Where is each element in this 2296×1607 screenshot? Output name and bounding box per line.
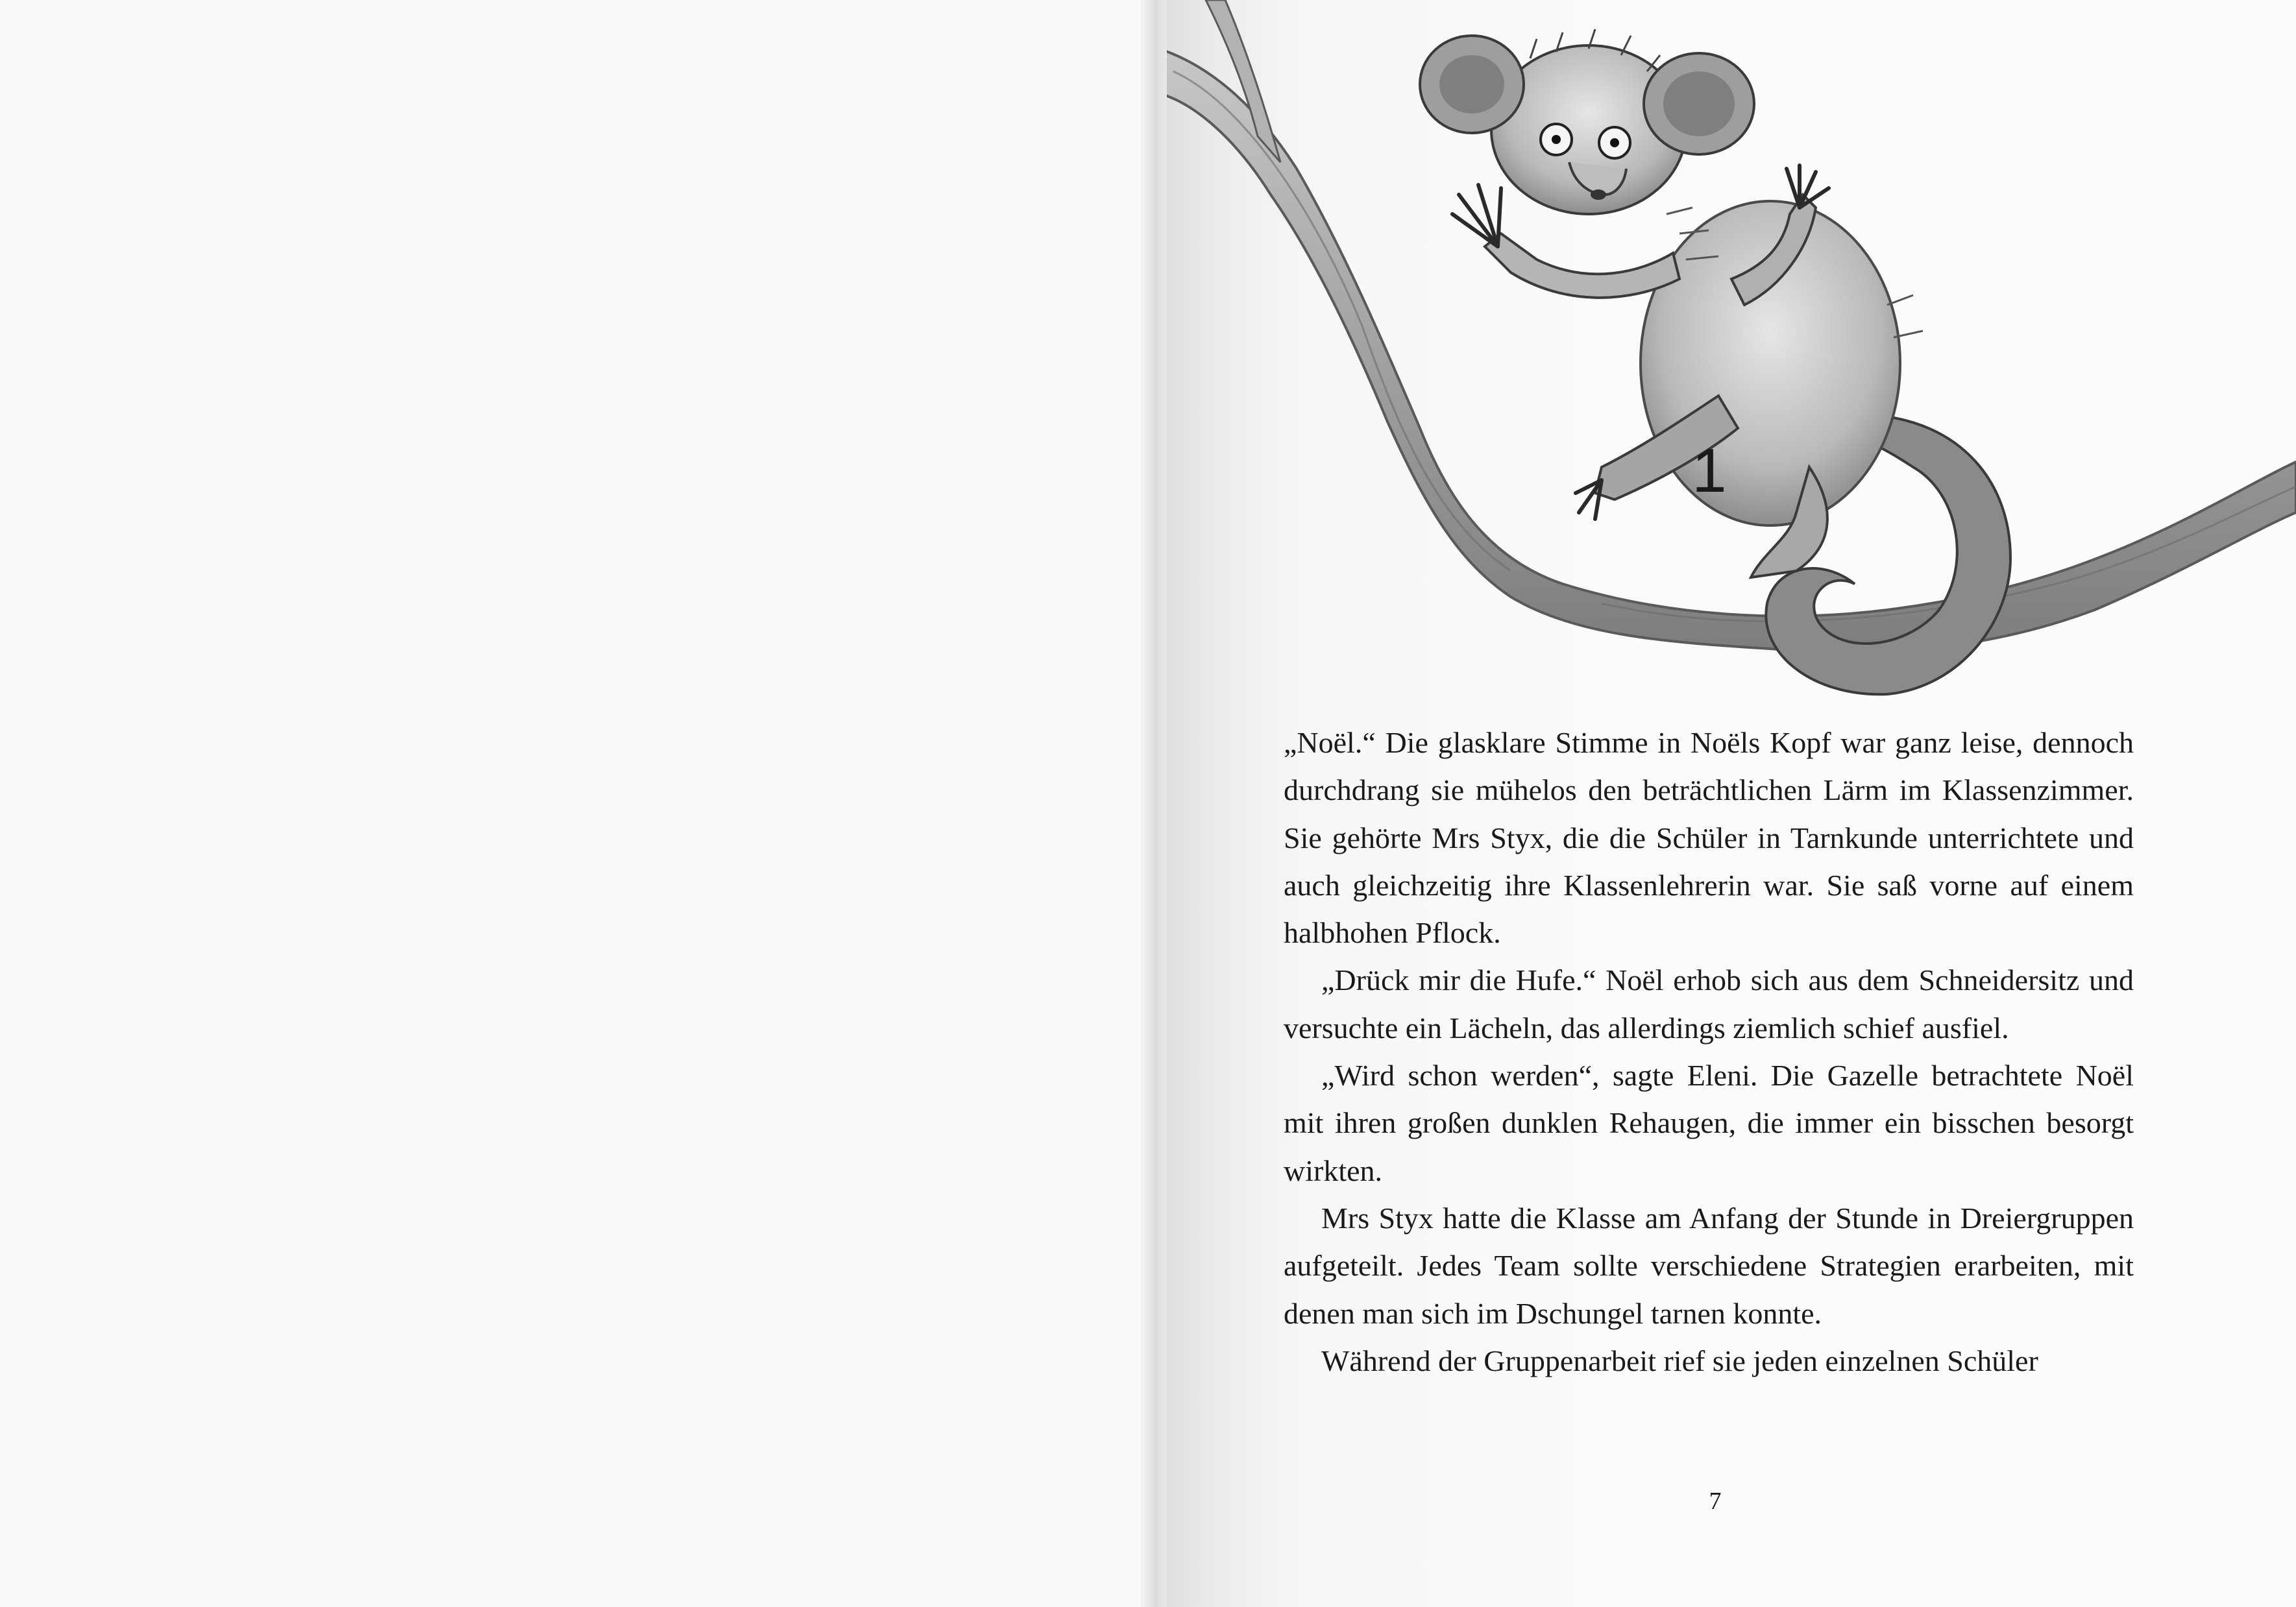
page-number: 7 — [1709, 1488, 1722, 1515]
paragraph-5: Während der Gruppenarbeit rief sie jeden einzelnen Schüler — [1321, 1344, 2038, 1377]
paragraph-4: Mrs Styx hatte die Klasse am Anfang der Stunde in Dreiergruppen aufgeteilt. Jedes Team sollte verschiedene Strategien erarbeiten, mit denen man sich im Dschungel tarnen konnte. — [1284, 1201, 2134, 1330]
paragraph-2: „Drück mir die Hufe.“ Noël erhob sich aus dem Schneidersitz und versuchte ein Lächeln, das allerdings ziemlich schief ausfiel. — [1284, 963, 2134, 1045]
paragraph-1: „Noël.“ Die glasklare Stimme in Noëls Kopf war ganz leise, dennoch durchdrang sie mühelos den beträchtlichen Lärm im Klassenzimmer. Sie gehörte Mrs Styx, die die Schüler in Tarnkunde unterrichtete und auch gleichzeitig ihre Klassenlehrerin war. Sie saß vorne auf einem halbhohen Pflock. — [1284, 726, 2134, 950]
body-text — [1284, 719, 2134, 1384]
right-page — [1147, 0, 2296, 1607]
chapter-number: 1 — [1692, 436, 1727, 505]
paragraph-3: „Wird schon werden“, sagte Eleni. Die Gazelle betrachtete Noël mit ihren großen dunklen Rehaugen, die immer ein bisschen besorgt wirkten. — [1284, 1059, 2134, 1187]
body-shape — [1641, 201, 1900, 526]
aye-aye-illustration — [1147, 0, 2296, 714]
left-page-blank — [0, 0, 1147, 1607]
book-gutter — [1141, 0, 1167, 1607]
